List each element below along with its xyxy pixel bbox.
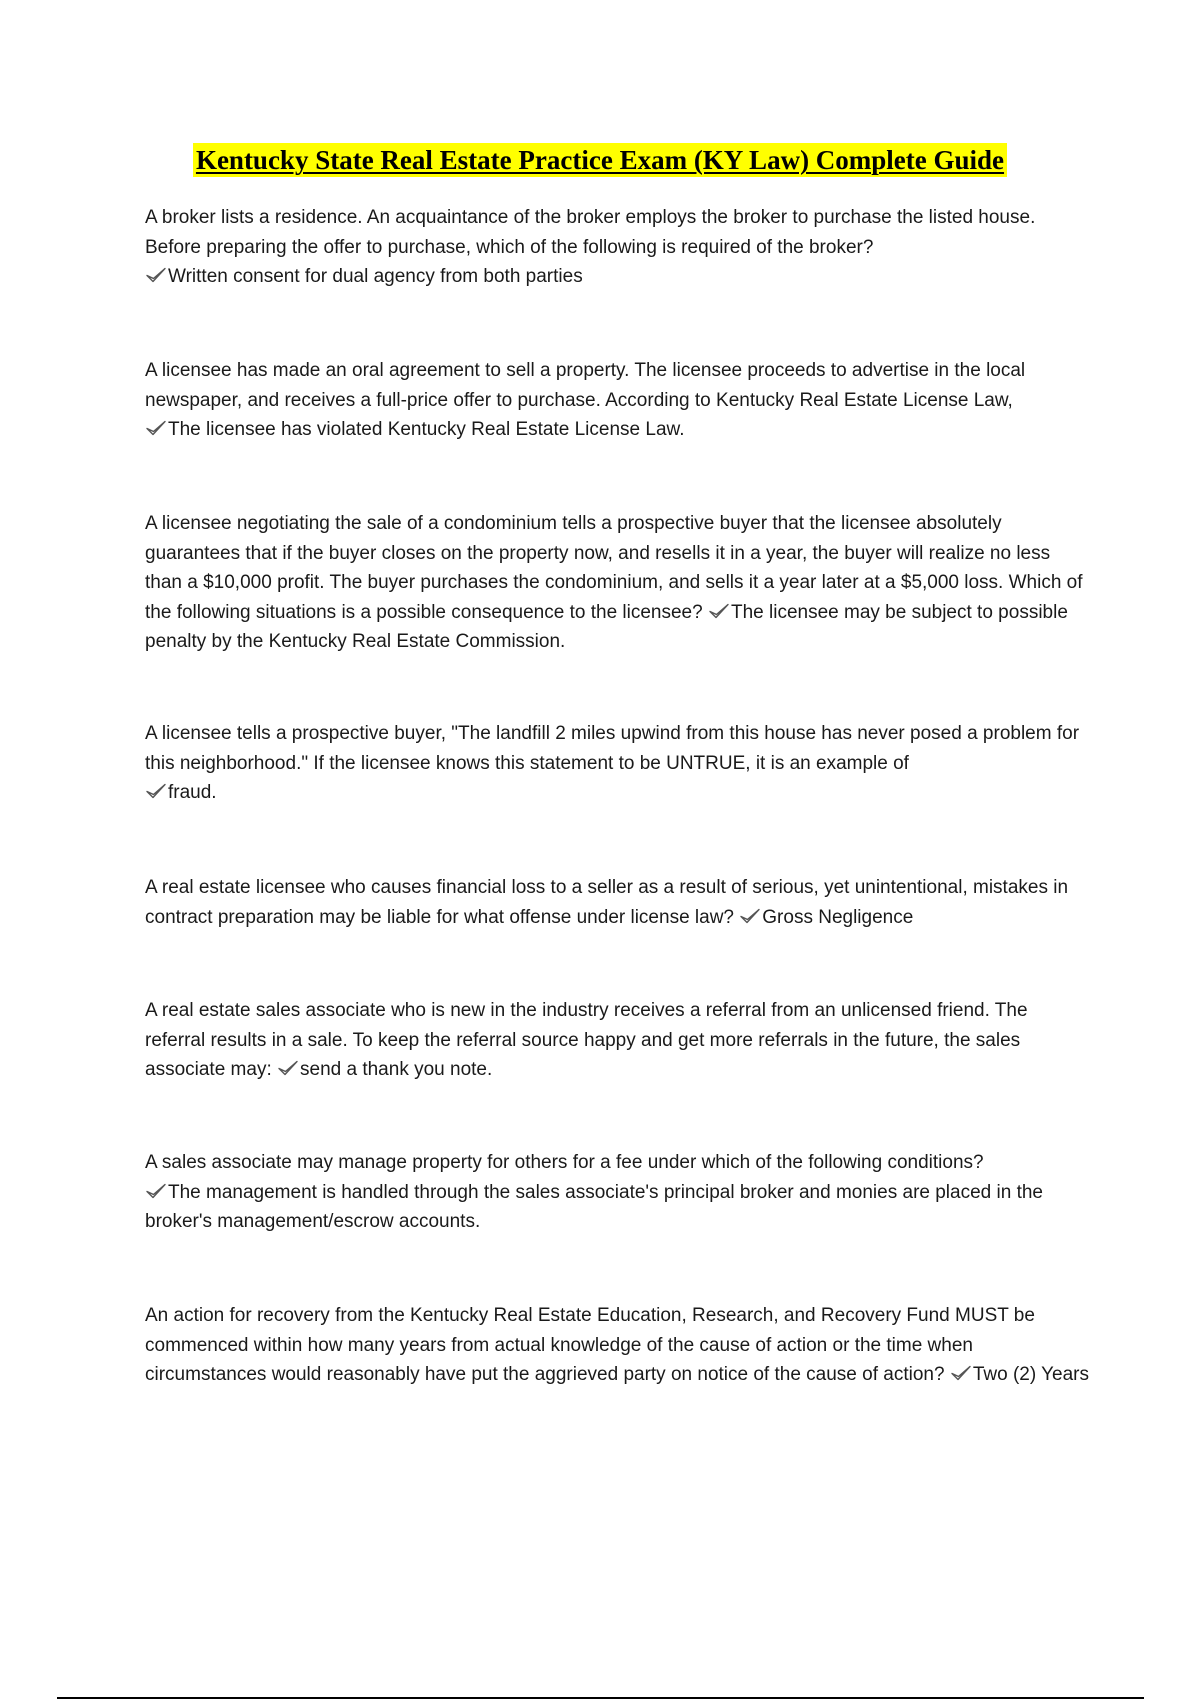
answer-text: The licensee has violated Kentucky Real Estate License Law. (168, 419, 685, 440)
question-text: A licensee negotiating the sale of a condominium tells a prospective buyer that the licensee absolutely guarantees that if the buyer closes on the property now, and resells it in a year, the buyer will realize no less than a $10,000 profit. The buyer purchases the condominium, and sells it a year later at a $5,000 loss. Which of the following situations is a possible consequence to the licensee? (145, 513, 1083, 623)
page-title: Kentucky State Real Estate Practice Exam (KY Law) Complete Guide (193, 143, 1007, 177)
qa-item-3 (145, 509, 1090, 657)
question-text: A real estate sales associate who is new in the industry receives a referral from an unlicensed friend. The referral results in a sale. To keep the referral source happy and get more referrals in the future, the sales associate may: (145, 1000, 1028, 1080)
question-text: A broker lists a residence. An acquaintance of the broker employs the broker to purchase the listed house. Before preparing the offer to purchase, which of the following is required of the broker? (145, 207, 1036, 258)
check-icon (145, 782, 167, 800)
answer-text: Written consent for dual agency from both parties (168, 266, 583, 287)
check-icon (145, 419, 167, 437)
answer-text: fraud. (168, 782, 217, 803)
qa-item-1 (145, 203, 1090, 292)
footer-divider (57, 1697, 1144, 1699)
qa-item-6 (145, 996, 1090, 1085)
qa-item-2 (145, 356, 1090, 445)
question-text: A real estate licensee who causes financial loss to a seller as a result of serious, yet unintentional, mistakes in contract preparation may be liable for what offense under license law? (145, 877, 1069, 928)
answer-text: Gross Negligence (762, 906, 914, 928)
qa-item-4 (145, 719, 1090, 808)
qa-item-5 (145, 873, 1090, 932)
question-text: An action for recovery from the Kentucky Real Estate Education, Research, and Recovery Fund MUST be commenced within how many years from actual knowledge of the cause of action or the time when circumstances would reasonably have put the aggrieved party on notice of the cause of action? (145, 1305, 1035, 1385)
check-icon (708, 602, 730, 620)
answer-text: send a thank you note. (300, 1059, 493, 1080)
answer-text: The licensee may be subject to possible penalty by the Kentucky Real Estate Commission. (145, 601, 1068, 652)
check-icon (277, 1059, 299, 1077)
check-icon (950, 1364, 972, 1382)
answer-text: The management is handled through the sales associate's principal broker and monies are placed in the broker's management/escrow accounts. (145, 1181, 1043, 1232)
question-text: A licensee tells a prospective buyer, "The landfill 2 miles upwind from this house has never posed a problem for this neighborhood." If the licensee knows this statement to be UNTRUE, it is an example of (145, 723, 1080, 774)
answer-text: Two (2) Years (972, 1364, 1089, 1385)
qa-item-7 (145, 1148, 1090, 1237)
check-icon (739, 907, 761, 925)
question-text: A licensee has made an oral agreement to sell a property. The licensee proceeds to advertise in the local newspaper, and receives a full-price offer to purchase. According to Kentucky Real Estate License Law, (145, 360, 1026, 411)
question-text: A sales associate may manage property for others for a fee under which of the following conditions? (145, 1152, 984, 1173)
check-icon (145, 1182, 167, 1200)
check-icon (145, 266, 167, 284)
qa-item-8 (145, 1301, 1090, 1390)
page-title-container (0, 143, 1200, 177)
